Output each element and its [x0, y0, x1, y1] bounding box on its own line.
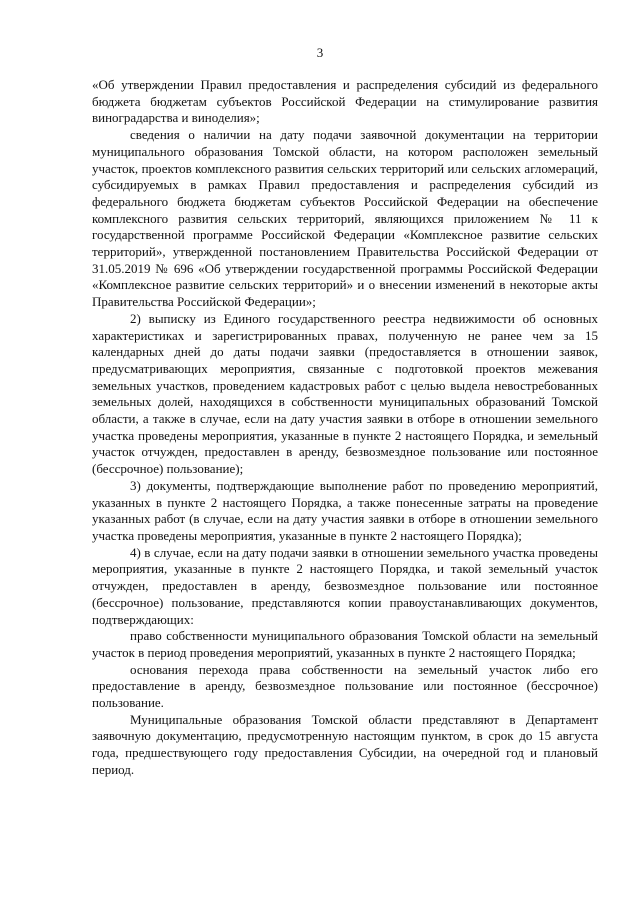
paragraph-transfer-grounds: основания перехода права собственности на земельный участок либо его предоставление в аренду, безвозмездное пользование или постоянное (бессрочное) пользование.	[92, 661, 598, 711]
document-body	[92, 77, 598, 779]
page-number: 3	[316, 45, 324, 60]
paragraph-submission-deadline: Муниципальные образования Томской области представляют в Департамент заявочную документацию, предусмотренную настоящим пунктом, в срок до 15 августа года, предшествующего году предоставления Субсидии, на очередной год и плановый период.	[92, 711, 598, 777]
paragraph-continuation: «Об утверждении Правил предоставления и распределения субсидий из федерального бюджета бюджетам субъектов Российской Федерации на стимулирование развития виноградарства и виноделия»;	[92, 77, 598, 126]
paragraph-item-3: 3) документы, подтверждающие выполнение работ по проведению мероприятий, указанных в пункте 2 настоящего Порядка, а также понесенные затраты на проведение указанных работ (в случае, если на дату участия заявки в отборе в отношении земельного участка проведены мероприятия, указанные в пункте 2 настоящего Порядка);	[92, 477, 598, 543]
paragraph-ownership-right: право собственности муниципального образования Томской области на земельный участок в период проведения мероприятий, указанных в пункте 2 настоящего Порядка;	[92, 628, 598, 660]
paragraph-item-4: 4) в случае, если на дату подачи заявки в отношении земельного участка проведены мероприятия, указанные в пункте 2 настоящего Порядка, и такой земельный участок отчужден, предоставлен в аренду, безвозмездное пользование или постоянное (бессрочное) пользование, представляются копии правоустанавливающих документов, подтверждающих:	[92, 544, 598, 627]
paragraph-info-on-projects: сведения о наличии на дату подачи заявочной документации на территории муниципального образования Томской области, на котором расположен земельный участок, проектов комплексного развития сельских территорий или сельских агломераций, субсидируемых в рамках Правил предоставления и распределения субсидий из федерального бюджета бюджетам субъектов Российской Федерации на обеспечение комплексного развития сельских территорий, являющихся приложением № 11 к государственной программе Российской Федерации «Комплексное развитие сельских территорий», утвержденной постановлением Правительства Российской Федерации от 31.05.2019 № 696 «Об утверждении государственной программы Российской Федерации «Комплексное развитие сельских территорий» и о внесении изменений в некоторые акты Правительства Российской Федерации»;	[92, 127, 598, 310]
paragraph-item-2: 2) выписку из Единого государственного реестра недвижимости об основных характеристиках и зарегистрированных правах, полученную не ранее чем за 15 календарных дней до даты подачи заявки (предоставляется в отношении заявок, предусматривающих мероприятия, связанные с подготовкой проектов межевания земельных участков, проведением кадастровых работ с целью выдела невостребованных земельных долей, находящихся в собственности муниципальных образований Томской области, а также в случае, если на дату участия заявки в отборе в отношении земельного участка проведены мероприятия, указанные в пункте 2 настоящего Порядка, и земельный участок отчужден, предоставлен в аренду, безвозмездное пользование или постоянное (бессрочное) пользование);	[92, 310, 598, 477]
